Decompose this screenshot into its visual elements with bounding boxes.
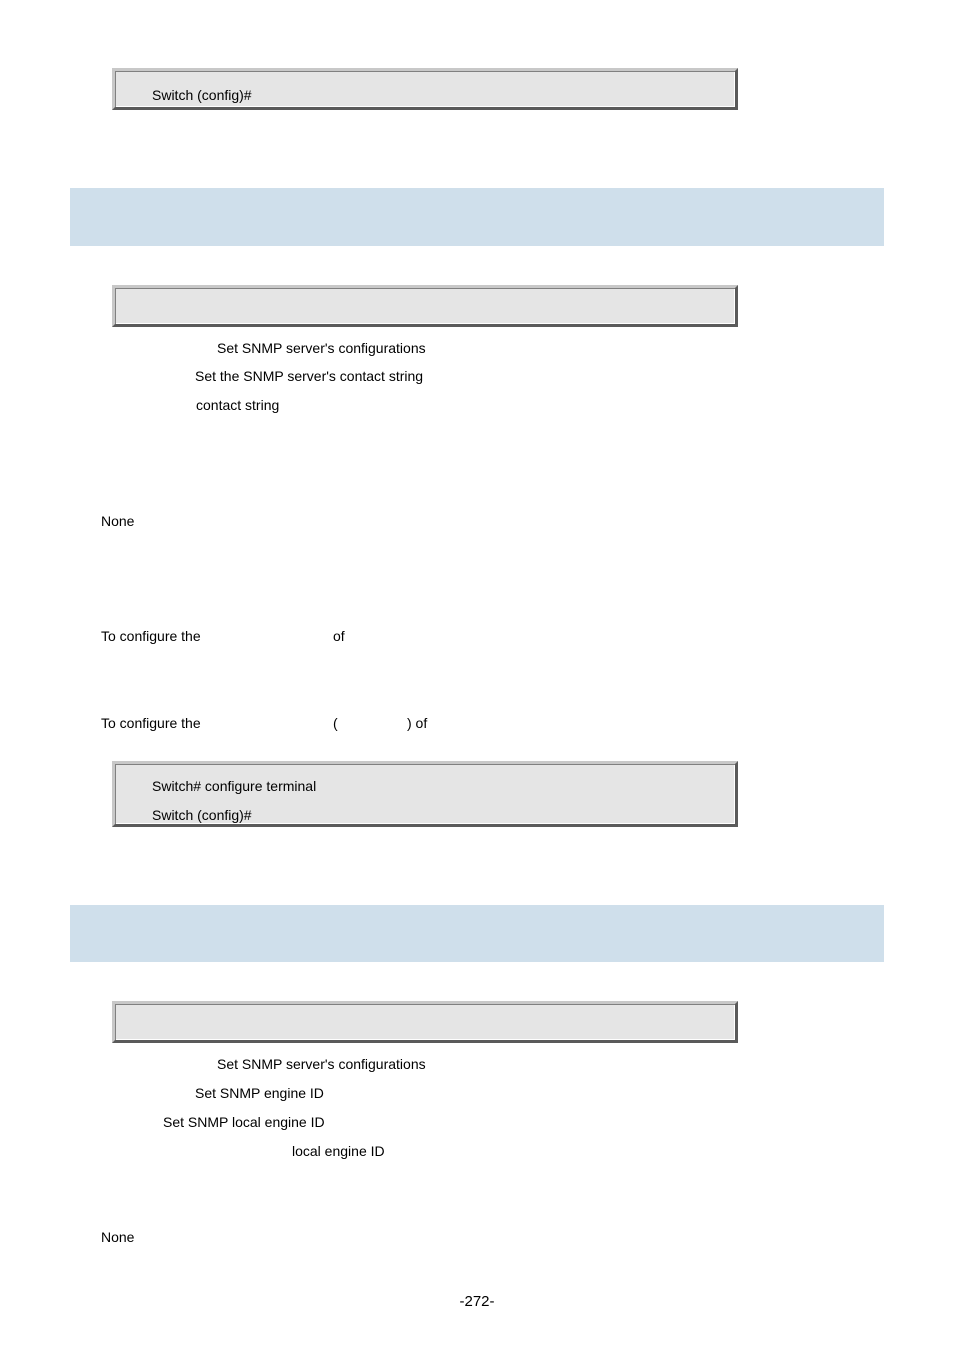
usage-line-2-paren: ( bbox=[333, 715, 338, 731]
param-desc-local: Set SNMP local engine ID bbox=[163, 1114, 325, 1130]
param-desc-config: Set SNMP server's configurations bbox=[217, 1056, 426, 1072]
param-desc-config: Set SNMP server's configurations bbox=[217, 340, 426, 356]
default-value: None bbox=[101, 1229, 135, 1245]
param-desc-contact-string: contact string bbox=[196, 397, 280, 413]
example-box bbox=[112, 761, 738, 827]
usage-line-1-prefix: To configure the bbox=[101, 628, 201, 644]
param-desc-local-engine-id: local engine ID bbox=[292, 1143, 385, 1159]
syntax-box bbox=[112, 1001, 738, 1043]
syntax-box bbox=[112, 285, 738, 327]
example-line: Switch (config)# bbox=[152, 87, 252, 103]
example-line: Switch (config)# bbox=[152, 807, 252, 823]
page-number: -272- bbox=[459, 1293, 495, 1310]
example-line: Switch# configure terminal bbox=[152, 778, 317, 794]
usage-line-2-prefix: To configure the bbox=[101, 715, 201, 731]
default-value: None bbox=[101, 513, 135, 529]
section-heading-band bbox=[70, 905, 884, 962]
usage-line-1-suffix: of bbox=[333, 628, 345, 644]
param-desc-engine: Set SNMP engine ID bbox=[195, 1085, 324, 1101]
top-example-box bbox=[112, 68, 738, 110]
section-heading-band bbox=[70, 188, 884, 246]
usage-line-2-suffix: ) of bbox=[407, 715, 428, 731]
param-desc-contact: Set the SNMP server's contact string bbox=[195, 368, 424, 384]
